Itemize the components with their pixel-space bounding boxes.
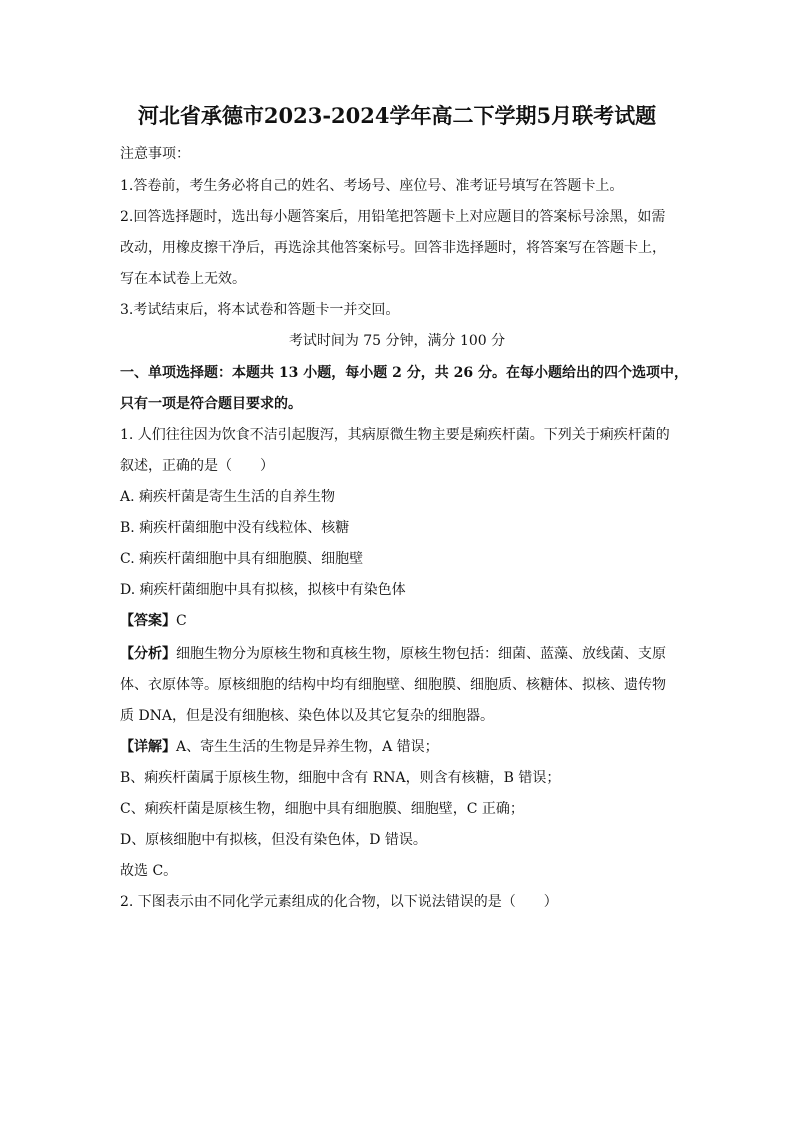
section-heading-line2: 只有一项是符合题目要求的。 (120, 396, 302, 412)
detail-line-3: C、痢疾杆菌是原核生物，细胞中具有细胞膜、细胞壁，C 正确； (120, 801, 524, 817)
notice-item-1: 1.答卷前，考生务必将自己的姓名、考场号、座位号、准考证号填写在答题卡上。 (120, 178, 624, 194)
answer-line (120, 611, 680, 631)
notice-item-2-cont: 改动，用橡皮擦干净后，再选涂其他答案标号。回答非选择题时，将答案写在答题卡上， (120, 240, 666, 256)
question-1-option-a: A. 痢疾杆菌是寄生生活的自养生物 (120, 489, 336, 505)
page-title: 河北省承德市2023-2024学年高二下学期5月联考试题 (137, 103, 657, 128)
analysis-tag: 【分析】 (120, 646, 176, 662)
answer-tag: 【答案】 (120, 613, 176, 629)
analysis-line-1 (120, 644, 680, 664)
answer-value: C (176, 613, 187, 629)
notice-heading: 注意事项： (120, 146, 190, 162)
section-heading-line1: 一、单项选择题：本题共 13 小题，每小题 2 分，共 26 分。在每小题给出的四个选项中， (120, 365, 688, 381)
question-2-stem: 2. 下图表示由不同化学元素组成的化合物，以下说法错误的是（ ） (120, 894, 558, 910)
detail-tag: 【详解】 (120, 739, 176, 755)
detail-line-4: D、原核细胞中有拟核，但没有染色体，D 错误。 (120, 832, 427, 848)
question-1-option-c: C. 痢疾杆菌细胞中具有细胞膜、细胞壁 (120, 551, 364, 567)
analysis-line-2: 体、衣原体等。原核细胞的结构中均有细胞壁、细胞膜、细胞质、核糖体、拟核、遗传物 (120, 677, 666, 693)
notice-item-2-cont2: 写在本试卷上无效。 (120, 271, 246, 287)
question-1-option-b: B. 痢疾杆菌细胞中没有线粒体、核糖 (120, 520, 350, 536)
exam-info: 考试时间为 75 分钟，满分 100 分 (288, 333, 506, 349)
question-1-stem-cont: 叙述，正确的是（ ） (120, 458, 274, 474)
detail-text-1: A、寄生生活的生物是异养生物，A 错误； (176, 739, 439, 755)
question-1-option-d: D. 痢疾杆菌细胞中具有拟核，拟核中有染色体 (120, 582, 406, 598)
analysis-line-3: 质 DNA，但是没有细胞核、染色体以及其它复杂的细胞器。 (120, 708, 495, 724)
notice-item-3: 3.考试结束后，将本试卷和答题卡一并交回。 (120, 302, 400, 318)
conclusion: 故选 C。 (120, 863, 178, 879)
analysis-text-1: 细胞生物分为原核生物和真核生物，原核生物包括：细菌、蓝藻、放线菌、支原 (176, 646, 666, 662)
question-1-stem: 1. 人们往往因为饮食不洁引起腹泻，其病原微生物主要是痢疾杆菌。下列关于痢疾杆菌的 (120, 427, 670, 443)
detail-line-2: B、痢疾杆菌属于原核生物，细胞中含有 RNA，则含有核糖，B 错误； (120, 770, 561, 786)
detail-line-1 (120, 737, 680, 757)
notice-item-2: 2.回答选择题时，选出每小题答案后，用铅笔把答题卡上对应题目的答案标号涂黑，如需 (120, 209, 666, 225)
